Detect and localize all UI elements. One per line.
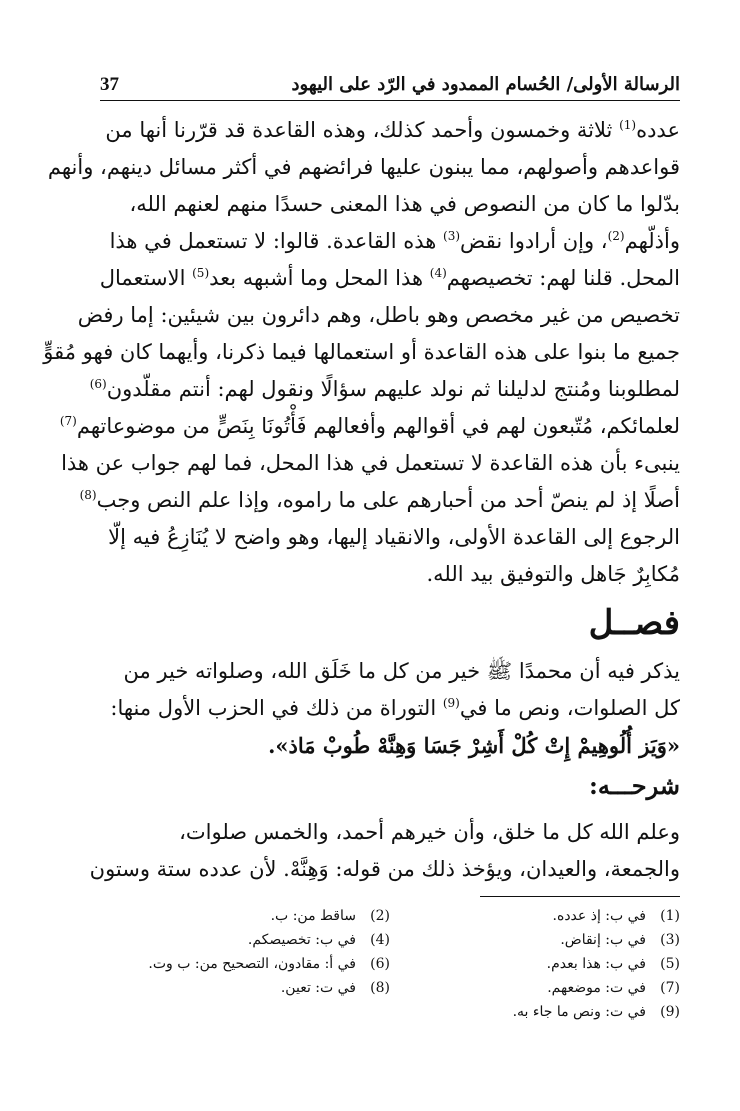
footnote-number: (1)	[660, 908, 680, 924]
text-line	[100, 186, 680, 223]
line-text: هذه القاعدة. قالوا: لا تستعمل في هذا	[109, 229, 444, 253]
footnote-text: في ت: تعين.	[280, 980, 356, 996]
footnote-text: في ت: ونص ما جاء به.	[512, 1004, 646, 1020]
text-line: وعلم الله كل ما خلق، وأن خيرهم أحمد، والخمس صلوات،	[179, 820, 680, 844]
footnote-ref: (9)	[442, 696, 460, 710]
text-line	[100, 690, 680, 727]
footnote-number: (4)	[370, 932, 390, 948]
line-text: ينبىء بأن هذه القاعدة لا تستعمل في هذا المحل، فما لهم جواب عن هذا	[61, 451, 680, 475]
footnote-number: (2)	[370, 908, 390, 924]
footnote-text: في ب: إذ عدده.	[552, 908, 646, 924]
footnote	[100, 952, 390, 976]
footnote-ref: (2)	[607, 229, 625, 243]
footnote-text: في ب: تخصيصكم.	[247, 932, 356, 948]
footnote	[100, 928, 390, 952]
footnote	[420, 928, 680, 952]
footnote-ref: (6)	[89, 377, 107, 391]
line-text: أصلًا إذ لم ينصّ أحد من أحبارهم على ما راموه، وإذا علم النص وجب	[96, 488, 680, 512]
line-text: ثلاثة وخمسون وأحمد كذلك، وهذه القاعدة قد قرّرنا أنها من	[105, 118, 620, 142]
footnote-rule	[480, 896, 680, 897]
line-text: ، وإن أرادوا نقض	[460, 229, 608, 253]
line-text: عدده	[636, 118, 680, 142]
page-header	[100, 72, 680, 101]
line-text: الاستعمال	[99, 266, 193, 290]
running-title: الرسالة الأولى/ الحُسام الممدود في الرّد على اليهود	[291, 74, 680, 95]
text-line	[61, 445, 680, 482]
footnote-ref: (8)	[79, 488, 97, 502]
footnote	[100, 976, 390, 1000]
text-line	[100, 653, 680, 690]
footnote-ref: (3)	[443, 229, 461, 243]
line-text: وأذلّهم	[624, 229, 680, 253]
text-line	[100, 223, 680, 260]
footnote	[100, 904, 390, 928]
line-text: كل الصلوات، ونص ما في	[459, 696, 680, 720]
line-text: هذا المحل وما أشبهه بعد	[209, 266, 430, 290]
footnote	[420, 904, 680, 928]
text-line	[79, 482, 680, 519]
line-text: يذكر فيه أن محمدًا ﷺ خير من كل ما خَلَق الله، وصلواته خير من	[123, 659, 680, 683]
line-text: بدّلوا ما كان من النصوص في هذا المعنى حسدًا منهم لعنهم الله،	[129, 192, 680, 216]
line-text: الرجوع إلى القاعدة الأولى، والانقياد إليها، وهو واضح لا يُنَازِعُ فيه إلّا	[108, 525, 680, 549]
line-text: لعلمائكم، مُتّبعون لهم في أقوالهم وأفعالهم فَأْتُونَا بِنَصٍّ من موضوعاتهم	[76, 414, 680, 438]
section-heading: فصــل	[588, 603, 680, 643]
footnote-ref: (5)	[192, 266, 210, 280]
line-text: المحل. قلنا لهم: تخصيصهم	[446, 266, 680, 290]
footnote-ref: (4)	[429, 266, 447, 280]
text-line	[47, 149, 680, 186]
footnote-number: (6)	[370, 956, 390, 972]
footnotes-column-right	[420, 904, 680, 1024]
text-line	[100, 556, 680, 593]
page-number: 37	[100, 74, 119, 95]
text-line	[59, 408, 680, 445]
footnote-ref: (1)	[619, 118, 637, 132]
paragraph-1	[43, 112, 680, 593]
footnote	[420, 952, 680, 976]
line-text: لمطلوبنا ومُنتج لدليلنا ثم نولد عليهم سؤالًا ونقول لهم: أنتم مقلّدون	[106, 377, 680, 401]
line-text: قواعدهم وأصولهم، مما يبنون عليها فرائضهم في أكثر مسائل دينهم، وأنهم	[47, 155, 680, 179]
footnote-text: في ب: هذا بعدم.	[546, 956, 646, 972]
text-line: والجمعة، والعيدان، ويؤخذ ذلك من قوله: وَهِنَّهْ. لأن عدده ستة وستون	[89, 857, 680, 881]
footnote	[420, 1000, 680, 1024]
text-line	[43, 334, 680, 371]
line-text: مُكابِرٌ جَاهل والتوفيق بيد الله.	[426, 562, 680, 586]
text-line	[77, 297, 680, 334]
paragraph-2	[100, 653, 680, 727]
footnote-ref: (7)	[59, 414, 77, 428]
paragraph-3	[89, 814, 680, 888]
text-line	[100, 112, 680, 149]
footnote-number: (9)	[660, 1004, 680, 1020]
torah-quote: «وَيَز أُلُوهِيمْ إِتْ كُلْ أَشِرْ جَسَا وَهِنَّهْ طُوبْ مَاذ».	[268, 733, 680, 758]
footnote-text: ساقط من: ب.	[270, 908, 356, 924]
line-text: تخصيص من غير مخصص وهو باطل، وهم دائرون بين شيئين: إما رفض	[77, 303, 680, 327]
footnote-number: (3)	[660, 932, 680, 948]
sharh-heading: شرحـــه:	[588, 771, 680, 800]
footnote-text: في ب: إنقاض.	[560, 932, 646, 948]
footnote-number: (7)	[660, 980, 680, 996]
footnote-number: (8)	[370, 980, 390, 996]
line-text: التوراة من ذلك في الحزب الأول منها:	[110, 696, 443, 720]
footnotes-column-left	[100, 904, 390, 1000]
footnote-text: في ت: موضعهم.	[547, 980, 646, 996]
footnote	[420, 976, 680, 1000]
text-line	[100, 260, 680, 297]
line-text: جميع ما بنوا على هذه القاعدة أو استعمالها فيما ذكرنا، وأيهما كان فهو مُقوٍّ	[43, 340, 680, 364]
text-line	[89, 371, 680, 408]
text-line	[100, 519, 680, 556]
body-text	[43, 112, 680, 888]
footnote-number: (5)	[660, 956, 680, 972]
footnote-text: في أ: مقادون، التصحيح من: ب وت.	[148, 956, 356, 972]
